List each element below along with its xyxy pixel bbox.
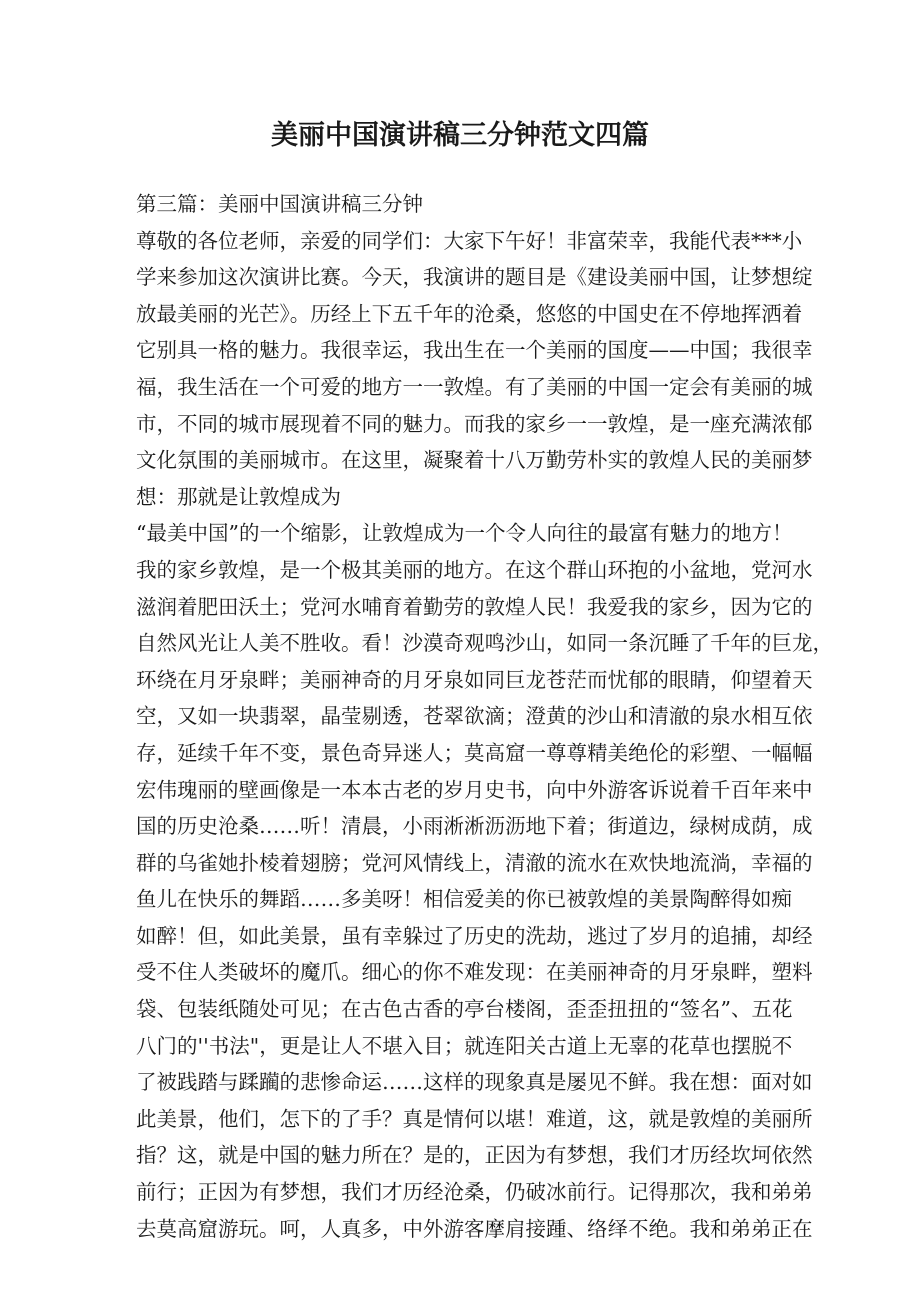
body-line: 群的乌雀她扑棱着翅膀；党河风情线上，清澈的流水在欢快地流淌，幸福的 bbox=[136, 850, 813, 875]
body-line: 了被践踏与蹂躏的悲惨命运……这样的现象真是屡见不鲜。我在想：面对如 bbox=[136, 1070, 813, 1095]
body-line: 第三篇：美丽中国演讲稿三分钟 bbox=[136, 192, 423, 216]
body-line: 环绕在月牙泉畔；美丽神奇的月牙泉如同巨龙苍茫而忧郁的眼睛，仰望着天 bbox=[136, 667, 813, 692]
body-line: 它别具一格的魅力。我很幸运，我出生在一个美丽的国度——中国；我很幸 bbox=[136, 338, 813, 363]
body-line: 前行；正因为有梦想，我们才历经沧桑，仍破冰前行。记得那次，我和弟弟 bbox=[136, 1180, 813, 1205]
body-line: 福，我生活在一个可爱的地方一一敦煌。有了美丽的中国一定会有美丽的城 bbox=[136, 374, 813, 399]
body-line: 学来参加这次演讲比赛。今天，我演讲的题目是《建设美丽中国，让梦想绽 bbox=[136, 265, 813, 290]
body-line: 去莫高窟游玩。呵，人真多，中外游客摩肩接踵、络绎不绝。我和弟弟正在 bbox=[136, 1216, 813, 1241]
body-line: “最美中国”的一个缩影，让敦煌成为一个令人向往的最富有魅力的地方！ bbox=[136, 521, 793, 546]
body-line: 想：那就是让敦煌成为 bbox=[136, 484, 341, 509]
body-line: 尊敬的各位老师，亲爱的同学们：大家下午好！非富荣幸，我能代表***小 bbox=[136, 228, 803, 253]
body-line: 自然风光让人美不胜收。看！沙漠奇观鸣沙山，如同一条沉睡了千年的巨龙， bbox=[136, 631, 833, 656]
body-line: 鱼儿在快乐的舞蹈……多美呀！相信爱美的你已被敦煌的美景陶醉得如痴 bbox=[136, 887, 792, 912]
document-title: 美丽中国演讲稿三分钟范文四篇 bbox=[271, 120, 649, 151]
body-line: 指？这，就是中国的魅力所在？是的，正因为有梦想，我们才历经坎坷依然 bbox=[136, 1143, 813, 1168]
body-line: 市，不同的城市展现着不同的魅力。而我的家乡一一敦煌，是一座充满浓郁 bbox=[136, 411, 813, 436]
body-line: 如醉！但，如此美景，虽有幸躲过了历史的洗劫，逃过了岁月的追捕，却经 bbox=[136, 923, 813, 948]
body-line: 我的家乡敦煌，是一个极其美丽的地方。在这个群山环抱的小盆地，党河水 bbox=[136, 557, 813, 582]
body-line: 袋、包装纸随处可见；在古色古香的亭台楼阁，歪歪扭扭的“签名”、五花 bbox=[136, 997, 793, 1022]
document-body bbox=[136, 186, 833, 1247]
body-line: 宏伟瑰丽的壁画像是一本本古老的岁月史书，向中外游客诉说着千百年来中 bbox=[136, 777, 813, 802]
body-line: 放最美丽的光芒》。历经上下五千年的沧桑，悠悠的中国史在不停地挥洒着 bbox=[136, 301, 803, 326]
body-line: 八门的''书法"，更是让人不堪入目；就连阳关古道上无辜的花草也摆脱不 bbox=[136, 1033, 793, 1058]
body-line: 滋润着肥田沃土；党河水哺育着勤劳的敦煌人民！我爱我的家乡，因为它的 bbox=[136, 594, 813, 619]
body-line: 空，又如一块翡翠，晶莹剔透，苍翠欲滴；澄黄的沙山和清澈的泉水相互依 bbox=[136, 704, 813, 729]
body-line: 国的历史沧桑……听！清晨，小雨淅淅沥沥地下着；街道边，绿树成荫，成 bbox=[136, 814, 813, 839]
body-line: 此美景，他们，怎下的了手？真是情何以堪！难道，这，就是敦煌的美丽所 bbox=[136, 1106, 813, 1131]
body-line: 受不住人类破坏的魔爪。细心的你不难发现：在美丽神奇的月牙泉畔，塑料 bbox=[136, 960, 813, 985]
body-line: 存，延续千年不变，景色奇异迷人；莫高窟一尊尊精美绝伦的彩塑、一幅幅 bbox=[136, 740, 813, 765]
body-line: 文化氛围的美丽城市。在这里，凝聚着十八万勤劳朴实的敦煌人民的美丽梦 bbox=[136, 448, 813, 473]
